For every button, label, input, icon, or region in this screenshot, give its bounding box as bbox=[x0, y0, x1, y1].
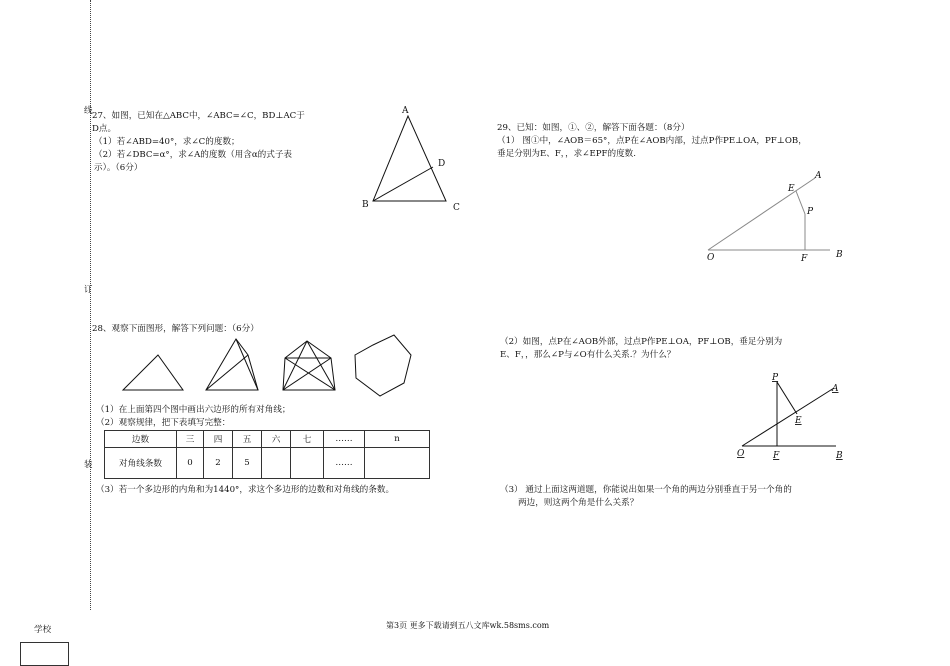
binding-mark-middle: 订 bbox=[84, 285, 93, 295]
q27-label-c: C bbox=[453, 203, 460, 213]
q27-line-4: （2）若∠DBC=α°，求∠A的度数（用含α的式子表 bbox=[94, 150, 293, 160]
q28-quadrilateral bbox=[206, 339, 258, 390]
q29-part-3-line-1: （3） 通过上面这两道题，你能说出如果一个角的两边分别垂直于另一个角的 bbox=[500, 485, 792, 495]
binding-mark-top: 线 bbox=[84, 106, 93, 116]
q27-triangle-figure bbox=[355, 100, 470, 215]
q28-triangle bbox=[123, 355, 183, 390]
q28-part-1: （1）在上面第四个图中画出六边形的所有对角线； bbox=[96, 405, 291, 415]
q28-part-3: （3）若一个多边形的内角和为1440°，求这个多边形的边数和对角线的条数。 bbox=[96, 485, 395, 495]
table-cell: 四 bbox=[204, 431, 233, 448]
fig2-label-p: P bbox=[772, 373, 779, 383]
table-cell: n bbox=[365, 431, 430, 448]
fig2-label-b: B bbox=[836, 451, 843, 461]
binding-mark-bottom: 装 bbox=[84, 460, 93, 470]
fig2-label-o: O bbox=[737, 449, 745, 459]
q29-figure-2 bbox=[732, 368, 852, 464]
fig1-label-f: F bbox=[801, 254, 808, 264]
q29-part-2-line-2: E、F，，那么∠P与∠O有什么关系.？为什么？ bbox=[500, 350, 676, 360]
q27-line-1: 27、如图，已知在△ABC中，∠ABC=∠C，BD⊥AC于 bbox=[92, 111, 305, 121]
table-cell: 2 bbox=[204, 448, 233, 479]
table-cell: 七 bbox=[291, 431, 324, 448]
q28-title: 28、观察下面图形，解答下列问题：（6分） bbox=[92, 324, 259, 334]
q29-part-1-line-1: （1） 图①中，∠AOB＝65°，点P在∠AOB内部，过点P作PE⊥OA，PF⊥OB， bbox=[497, 136, 807, 146]
fig1-label-a: A bbox=[815, 171, 822, 181]
fig2-label-a: A bbox=[832, 384, 839, 394]
table-cell: 六 bbox=[262, 431, 291, 448]
q27-line-2: D点。 bbox=[92, 124, 117, 134]
q29-part-2-line-1: （2）如图，点P在∠AOB外部，过点P作PE⊥OA，PF⊥OB，垂足分别为 bbox=[500, 337, 783, 347]
table-cell: …… bbox=[324, 448, 365, 479]
table-cell bbox=[291, 448, 324, 479]
table-cell: 五 bbox=[233, 431, 262, 448]
school-label: 学校 bbox=[34, 625, 52, 635]
q29-figure-1 bbox=[700, 166, 860, 266]
q27-line-3: （1）若∠ABD=40°，求∠C的度数； bbox=[94, 137, 240, 147]
table-cell: 5 bbox=[233, 448, 262, 479]
table-row bbox=[105, 431, 430, 448]
table-cell: 0 bbox=[177, 448, 204, 479]
school-input-box bbox=[20, 642, 69, 666]
q27-line-5: 示）。（6分） bbox=[94, 163, 143, 173]
q27-label-b: B bbox=[362, 200, 369, 210]
table-cell: 三 bbox=[177, 431, 204, 448]
fig2-label-e: E bbox=[795, 416, 802, 426]
q28-hexagon bbox=[355, 335, 411, 396]
fig1-label-p: P bbox=[807, 207, 814, 217]
fig1-label-b: B bbox=[836, 250, 843, 260]
q28-polygons-figure bbox=[118, 333, 418, 399]
fig1-label-e: E bbox=[788, 184, 795, 194]
q29-part-1-line-2: 垂足分别为E、F，，求∠EPF的度数. bbox=[497, 149, 637, 159]
page-footer: 第3页 更多下载请到五八文库wk.58sms.com bbox=[386, 621, 550, 630]
q29-part-3-line-2: 两边，则这两个角是什么关系？ bbox=[518, 498, 639, 508]
table-cell: 对角线条数 bbox=[105, 448, 177, 479]
table-cell: 边数 bbox=[105, 431, 177, 448]
table-cell: …… bbox=[324, 431, 365, 448]
q28-part-2: （2）观察规律，把下表填写完整： bbox=[96, 418, 231, 428]
q27-label-a: A bbox=[402, 106, 409, 116]
q28-pentagon bbox=[283, 341, 335, 390]
binding-line bbox=[90, 0, 91, 610]
table-row bbox=[105, 448, 430, 479]
q28-table bbox=[104, 430, 430, 479]
table-cell bbox=[262, 448, 291, 479]
fig2-label-f: F bbox=[773, 451, 780, 461]
fig1-label-o: O bbox=[707, 253, 715, 263]
table-cell bbox=[365, 448, 430, 479]
q27-label-d: D bbox=[438, 159, 446, 169]
q29-title: 29、已知：如图，①、②，解答下面各题：（8分） bbox=[497, 123, 690, 133]
